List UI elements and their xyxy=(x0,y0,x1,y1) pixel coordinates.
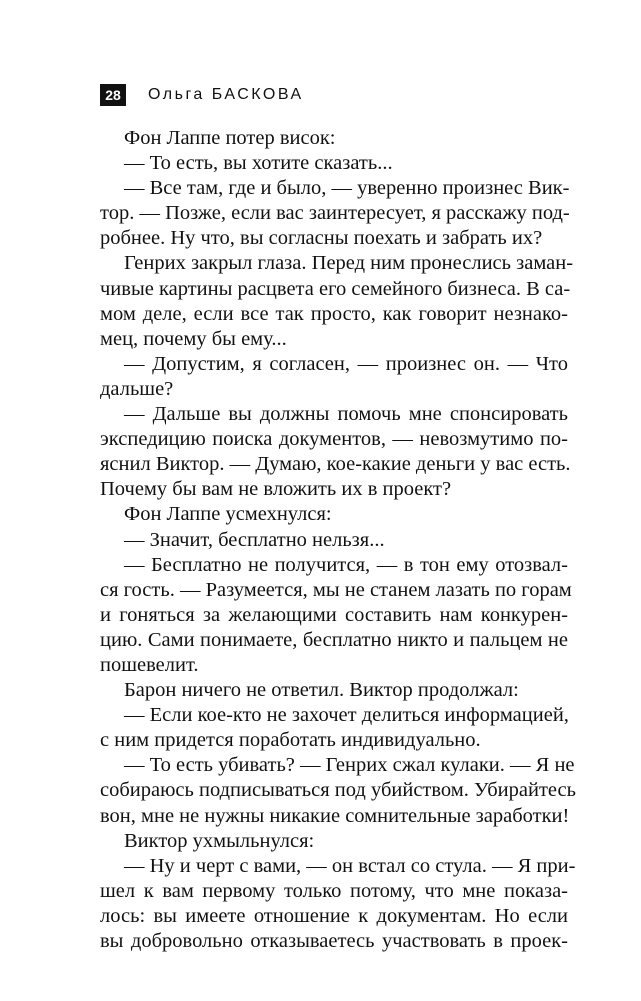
text-line: с ним придется поработать индивидуально. xyxy=(100,729,481,752)
text-line: лось: вы имеете отношение к документам. Но если xyxy=(100,904,568,927)
text-line: — Допустим, я согласен, — произнес он. — Что xyxy=(124,352,568,375)
text-line: — Все там, где и было, — уверенно произнес Вик- xyxy=(124,177,570,200)
text-line: пошевелит. xyxy=(100,653,199,676)
text-line: экспедицию поиска документов, — невозмутимо по- xyxy=(100,428,568,451)
text-line: мом деле, если все так просто, как говорит незнако- xyxy=(100,302,568,325)
text-line: — То есть, вы хотите сказать... xyxy=(124,152,393,175)
page-number: 28 xyxy=(100,84,126,106)
text-line: — Ну и черт с вами, — он встал со стула. — Я при- xyxy=(124,854,576,877)
text-line: — Бесплатно не получится, — в тон ему отозвал- xyxy=(124,553,568,576)
text-line: чивые картины расцвета его семейного бизнеса. В са- xyxy=(100,277,571,300)
text-line: — Значит, бесплатно нельзя... xyxy=(124,528,385,551)
text-line: Почему бы вам не вложить их в проект? xyxy=(100,478,452,501)
text-line: Генрих закрыл глаза. Перед ним пронеслись заман- xyxy=(124,252,574,275)
text-line: Барон ничего не ответил. Виктор продолжал: xyxy=(124,679,519,702)
text-line: вы добровольно отказываетесь участвовать в проек- xyxy=(100,930,568,952)
text-line: тор. — Позже, если вас заинтересует, я расскажу под- xyxy=(100,202,570,225)
text-line: шел к вам первому только потому, что мне показа- xyxy=(100,879,568,902)
text-line: цию. Сами понимаете, бесплатно никто и пальцем не xyxy=(100,628,568,651)
text-line: дальше? xyxy=(100,377,174,400)
text-line: Виктор ухмыльнулся: xyxy=(124,829,315,852)
body-text xyxy=(100,126,576,954)
text-line: Фон Лаппе усмехнулся: xyxy=(124,503,332,526)
text-line: — Дальше вы должны помочь мне спонсировать xyxy=(124,403,568,426)
text-line: и гоняться за желающими составить нам конкурен- xyxy=(100,603,568,626)
text-line: вон, мне не нужны никакие сомнительные заработки! xyxy=(100,804,570,827)
text-line: Фон Лаппе потер висок: xyxy=(124,127,336,149)
text-line: — То есть убивать? — Генрих сжал кулаки. — Я не xyxy=(124,754,575,777)
text-line: робнее. Ну что, вы согласны поехать и забрать их? xyxy=(100,227,543,250)
text-line: — Если кое-кто не захочет делиться информацией, xyxy=(124,704,569,727)
text-line: яснил Виктор. — Думаю, кое-какие деньги у вас есть. xyxy=(100,453,571,476)
running-head-author: Ольга БАСКОВА xyxy=(148,86,304,103)
text-line: ся гость. — Разумеется, мы не станем лазать по горам xyxy=(100,578,572,601)
text-line: собираюсь подписываться под убийством. Убирайтесь xyxy=(100,779,576,802)
text-line: мец, почему бы ему... xyxy=(100,327,287,350)
